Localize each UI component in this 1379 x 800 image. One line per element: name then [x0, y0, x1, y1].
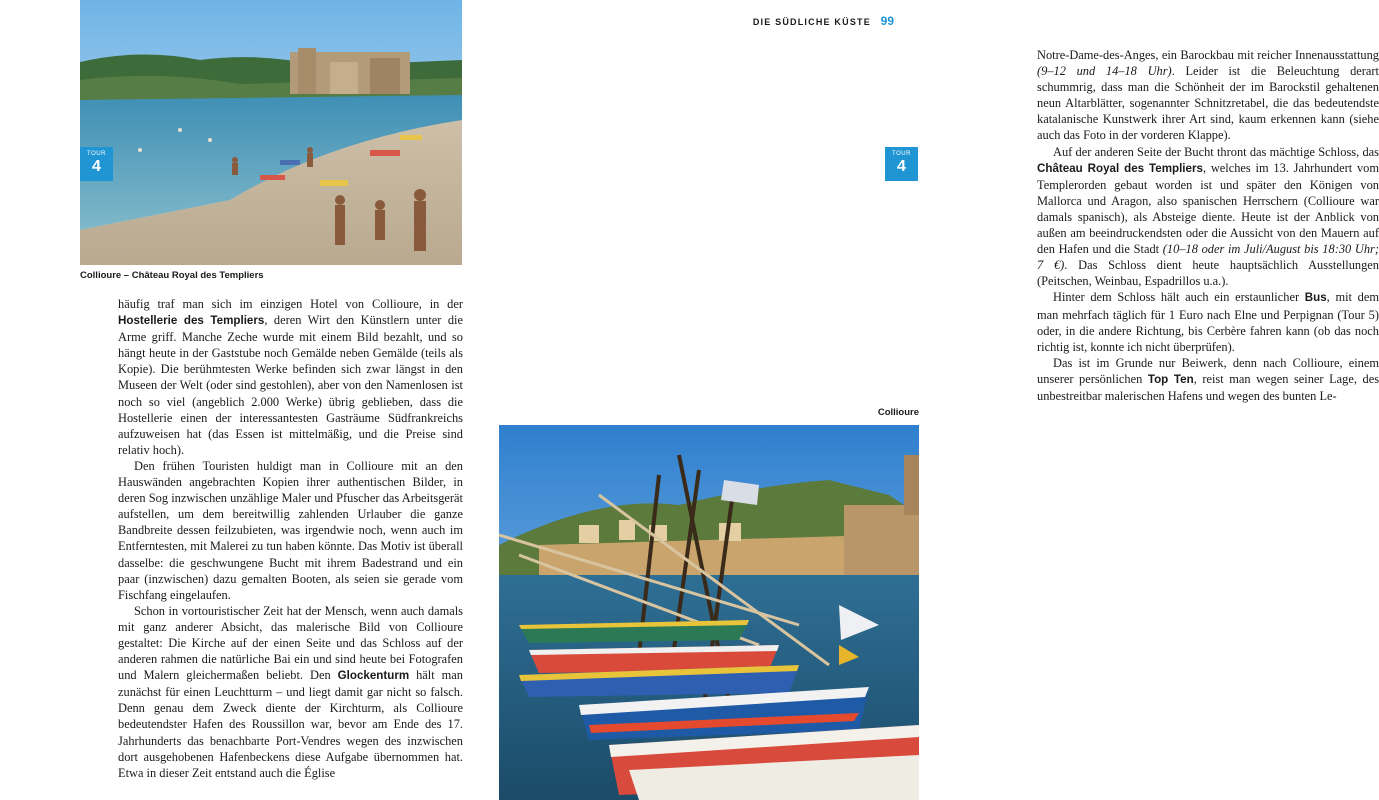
harbor-photo-caption: Collioure — [877, 407, 919, 418]
text-run: . Das Schloss dient heute hauptsächlich Ausstellungen (Peitschen, Weinbau, Espadrillos u.a.). — [1037, 258, 1379, 289]
text-run: Schon in vortouristischer Zeit hat der Mensch, wenn auch damals mit ganz anderer Absicht, das malerische Bild von Collioure gestaltet: Die Kirche auf der einen Seite und das Schloss auf der anderen rahmen die natürliche Bai ein und sind heute bei Fotografen und Malern gleichermaßen beliebt. Den — [118, 603, 463, 683]
harbor-boats-photo — [499, 425, 919, 800]
text-run: , mit dem man mehrfach täglich für 1 Euro nach Elne und Perpignan (Tour 5) oder, in die andere Richtung, bis Cerbère fahren kann (ob das noch richtig ist, konnte ich nicht überprüfen). — [1037, 290, 1379, 354]
page-number-right: 99 — [880, 14, 894, 28]
running-head-right — [753, 14, 900, 28]
text-run: Den frühen Touristen huldigt man in Collioure mit an den Hauswänden angebrachten Kopien ihrer authentischen Bilder, in deren Sog inzwischen unzählige Maler und Pfuscher das Arbeitsgerät aufstellen, um dem bereitwillig zahlenden Urlauber die ganze Bandbreite dessen feilzubieten, was irgendwie noch, wenn auch im Entferntesten, mit Malerei zu tun haben könnte. Das Motiv ist überall dasselbe: die geschwungene Bucht mit ihrem Badestrand und ein paar (inzwischen) dazu gemalten Booten, als seien sie gerade vom Fischfang eingelaufen. — [118, 458, 463, 602]
text-run: , reist man wegen seiner Lage, des unbestreitbar malerischen Hafens und wegen des bunten Le- — [1037, 371, 1379, 403]
body-paragraph — [1037, 355, 1379, 404]
body-paragraph — [1037, 289, 1379, 354]
italic-info: (10–18 oder im Juli/August bis 18:30 Uhr; 7 €) — [1037, 242, 1379, 273]
bold-term: Bus — [1304, 291, 1327, 305]
text-run: . Leider ist die Beleuchtung derart schummrig, dass man die Schönheit der im Barockstil gehaltenen neun Altarblätter, sogenannter Schnitzretabel, die das bedeutendste katalanische Kunstwerk ihrer Art sind, kaum erkennen kann (siehe auch das Foto in der vorderen Klappe). — [1037, 64, 1379, 143]
bold-term: Top Ten — [1147, 372, 1194, 386]
text-run: Auf der anderen Seite der Bucht thront das mächtige Schloss, das — [1053, 144, 1379, 159]
bold-term: Glockenturm — [337, 669, 410, 683]
right-page — [500, 0, 1379, 800]
beach-photo-illustration — [80, 0, 462, 265]
body-paragraph — [118, 603, 463, 781]
tour-tab-label-right: TOUR — [892, 151, 911, 157]
body-text-right — [1037, 47, 1379, 404]
text-run: häufig traf man sich im einzigen Hotel von Collioure, in der — [118, 297, 463, 311]
tour-tab-number-right: 4 — [897, 158, 906, 175]
harbor-boats-illustration — [499, 425, 919, 800]
body-paragraph — [118, 458, 463, 603]
bold-term: Hostellerie des Templiers — [118, 314, 265, 328]
tour-tab-right — [885, 147, 918, 181]
tour-tab-number-left: 4 — [92, 158, 101, 175]
section-title-right: DIE SÜDLICHE KÜSTE — [752, 17, 871, 27]
text-run: Hinter dem Schloss hält auch ein erstaunlicher — [1053, 290, 1305, 305]
text-run: Das ist im Grunde nur Beiwerk, denn nach Collioure, einem unserer persönlichen — [1037, 355, 1379, 386]
body-paragraph — [1037, 47, 1379, 144]
body-text-left — [118, 296, 463, 781]
beach-photo-caption: Collioure – Château Royal des Templiers — [80, 270, 264, 281]
body-paragraph — [1037, 144, 1379, 290]
italic-info: (9–12 und 14–18 Uhr) — [1037, 64, 1172, 79]
text-run: , welches im 13. Jahrhundert vom Templerorden gebaut worden ist und später den Königen von Mallorca und Aragon, also spanischen Herrschern (Collioure war damals spanisch), als Absteige diente. Heute ist der Anblick von außen am beeindruckendsten oder die Aussicht von den Mauern auf den Hafen und die Stadt — [1037, 160, 1379, 257]
text-run: hält man zunächst für einen Leuchtturm – und liegt damit gar nicht so falsch. Denn genau dem Zweck diente der Kirchturm, als Collioure bedeutendster Hafen des Roussillon war, bevor am Ende des 17. Jahrhunderts das benachbarte Port-Vendres wegen des inzwischen dort ausgehobenen Hafenbeckens diese Aufgabe übernommen hat. Etwa in dieser Zeit entstand auch die Église — [118, 668, 463, 780]
text-run: , deren Wirt den Künstlern unter die Arme griff. Manche Zeche wurde mit einem Bild bezahlt, und so hängt heute in der Gaststube noch Gemälde neben Gemälde (teils als Kopie). Die berühmtesten Werke befinden sich zwar längst in den Museen der Welt (oder sind gestohlen), aber von den Namenlosen ist noch so viel (angeblich 2.000 Werke) übrig geblieben, dass die Hostellerie einen der interessantesten Gasträume Südfrankreichs aufzuweisen hat (das Essen ist mittelmäßig, und die Preise sind relativ hoch). — [118, 313, 463, 457]
bold-term: Château Royal des Templiers — [1037, 161, 1203, 175]
text-run: Notre-Dame-des-Anges, ein Barockbau mit reicher Innenausstattung — [1037, 48, 1379, 62]
beach-photo — [80, 0, 462, 265]
tour-tab-left — [80, 147, 113, 181]
body-paragraph — [118, 296, 463, 458]
tour-tab-label-left: TOUR — [87, 151, 106, 157]
left-page — [0, 0, 500, 800]
